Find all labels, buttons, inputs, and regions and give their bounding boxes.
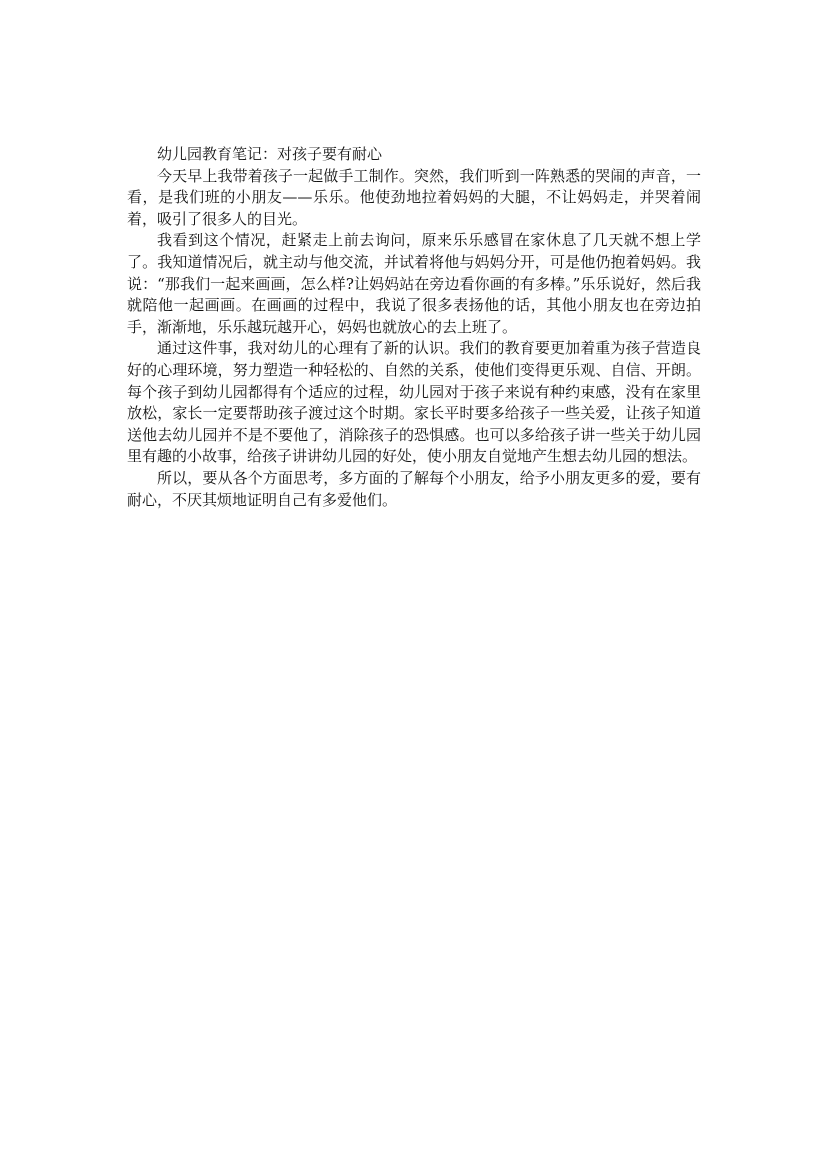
document-title: 幼儿园教育笔记：对孩子要有耐心 bbox=[157, 145, 383, 163]
paragraph-4: 所以，要从各个方面思考，多方面的了解每个小朋友，给予小朋友更多的爱，要有耐心，不厌其烦地证明自己有多爱他们。 bbox=[127, 468, 701, 509]
paragraph-2: 我看到这个情况，赶紧走上前去询问，原来乐乐感冒在家休息了几天就不想上学了。我知道情况后，就主动与他交流，并试着将他与妈妈分开，可是他仍抱着妈妈。我说：“那我们一起来画画，怎么样?让妈妈站在旁边看你画的有多棒。”乐乐说好，然后我就陪他一起画画。在画画的过程中，我说了很多表扬他的话，其他小朋友也在旁边拍手，渐渐地，乐乐越玩越开心，妈妈也就放心的去上班了。 bbox=[127, 231, 701, 336]
document-body bbox=[127, 144, 701, 511]
paragraph-1: 今天早上我带着孩子一起做手工制作。突然，我们听到一阵熟悉的哭闹的声音，一看，是我们班的小朋友——乐乐。他使劲地拉着妈妈的大腿，不让妈妈走，并哭着闹着，吸引了很多人的目光。 bbox=[127, 166, 701, 228]
paragraph-3: 通过这件事，我对幼儿的心理有了新的认识。我们的教育要更加着重为孩子营造良好的心理环境，努力塑造一种轻松的、自然的关系，使他们变得更乐观、自信、开朗。每个孩子到幼儿园都得有个适应的过程，幼儿园对于孩子来说有种约束感，没有在家里放松，家长一定要帮助孩子渡过这个时期。家长平时要多给孩子一些关爱，让孩子知道送他去幼儿园并不是不要他了，消除孩子的恐惧感。也可以多给孩子讲一些关于幼儿园里有趣的小故事，给孩子讲讲幼儿园的好处，使小朋友自觉地产生想去幼儿园的想法。 bbox=[127, 339, 701, 466]
